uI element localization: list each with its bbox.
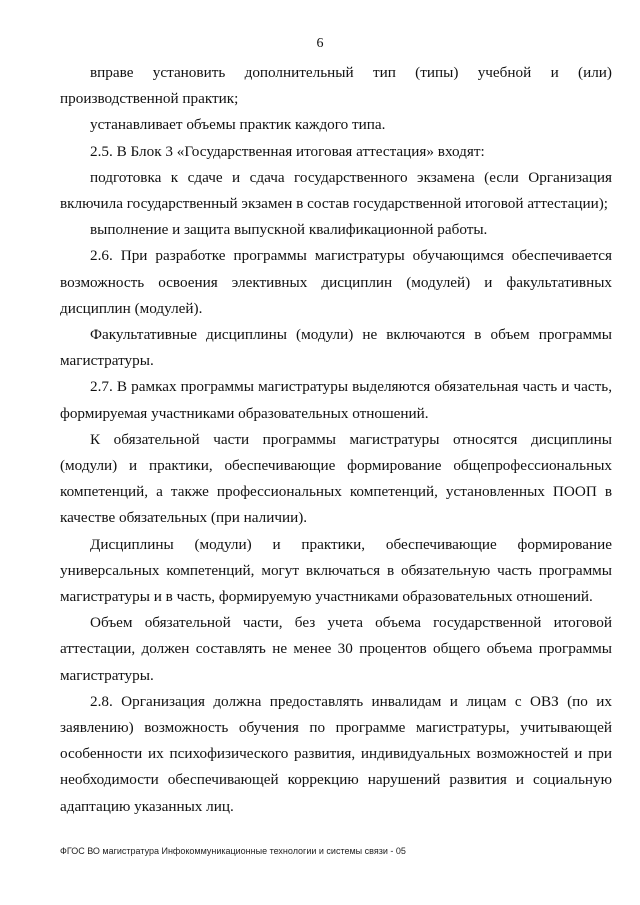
document-body	[60, 60, 612, 820]
paragraph: устанавливает объемы практик каждого типа.	[90, 116, 386, 134]
paragraph: 2.8. Организация должна предоставлять инвалидам и лицам с ОВЗ (по их заявлению) возможность обучения по программе магистратуры, учитывающей особенности их психофизического развития, индивидуальных возможностей и при необходимости обеспечивающей коррекцию нарушений развития и социальную адаптацию указанных лиц.	[60, 692, 612, 815]
paragraph: К обязательной части программы магистратуры относятся дисциплины (модули) и практики, обеспечивающие формирование общепрофессиональных компетенций, а также профессиональных компетенций, установленных ПООП в качестве обязательных (при наличии).	[60, 430, 612, 527]
page-footer: ФГОС ВО магистратура Инфокоммуникационные технологии и системы связи - 05	[60, 846, 406, 856]
paragraph: 2.6. При разработке программы магистратуры обучающимся обеспечивается возможность освоения элективных дисциплин (модулей) и факультативных дисциплин (модулей).	[60, 247, 612, 317]
paragraph: подготовка к сдаче и сдача государственного экзамена (если Организация включила государственный экзамен в состав государственной итоговой аттестации);	[60, 168, 612, 213]
paragraph: Дисциплины (модули) и практики, обеспечивающие формирование универсальных компетенций, могут включаться в обязательную часть программы магистратуры и в часть, формируемую участниками образовательных отношений.	[60, 535, 612, 606]
paragraph: вправе установить дополнительный тип (типы) учебной и (или) производственной практик;	[60, 64, 612, 108]
paragraph: выполнение и защита выпускной квалификационной работы.	[90, 221, 488, 239]
paragraph: Факультативные дисциплины (модули) не включаются в объем программы магистратуры.	[60, 326, 612, 370]
paragraph: 2.5. В Блок 3 «Государственная итоговая аттестация» входят:	[90, 142, 485, 160]
page-number: 6	[316, 36, 324, 51]
paragraph: 2.7. В рамках программы магистратуры выделяются обязательная часть и часть, формируемая участниками образовательных отношений.	[60, 378, 612, 422]
paragraph: Объем обязательной части, без учета объема государственной итоговой аттестации, должен составлять не менее 30 процентов общего объема программы магистратуры.	[60, 614, 612, 684]
